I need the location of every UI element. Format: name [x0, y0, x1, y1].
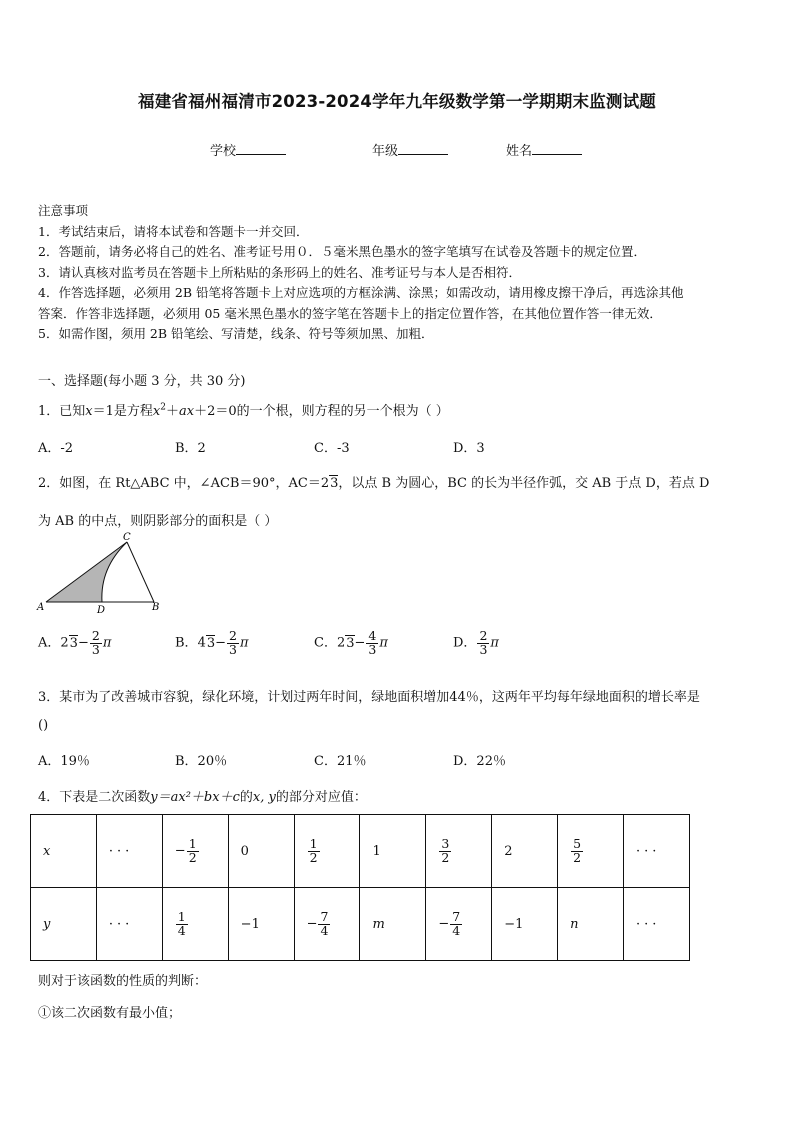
notice-item: 5．如需作图，须用 2B 铅笔绘、写清楚，线条、符号等须加黑、加粗． — [38, 326, 434, 341]
value-table — [30, 814, 690, 961]
q4-suffix: 的部分对应值： — [275, 790, 367, 805]
grade-label: 年级 — [372, 144, 399, 159]
name-field — [506, 140, 582, 159]
table-cell: ··· — [96, 888, 162, 961]
table-cell: ··· — [624, 888, 690, 961]
table-cell: 2 — [492, 815, 558, 888]
table-cell: $\frac{3}{2}$ — [426, 815, 492, 888]
q2-option-d[interactable]: D． $\frac{2}{3}$ π — [453, 628, 499, 657]
q3-line2: () — [38, 718, 49, 733]
page-title: 福建省福州福清市2023-2024学年九年级数学第一学期期末监测试题 — [138, 92, 656, 111]
section-heading: 一、选择题(每小题 3 分，共 30 分) — [38, 374, 246, 389]
q2-sqrt: 3 — [330, 476, 339, 491]
q2-option-b[interactable]: B．43− $\frac{2}{3}$ π — [175, 628, 249, 657]
notice-heading: 注意事项 — [38, 203, 89, 218]
q3-option-c[interactable]: C．21％ — [314, 754, 367, 769]
school-blank[interactable] — [236, 142, 286, 155]
table-cell: $\frac{5}{2}$ — [558, 815, 624, 888]
q4-after-1: 则对于该函数的性质的判断： — [38, 974, 208, 989]
table-cell: 1 — [360, 815, 426, 888]
q2-line2: 为 AB 的中点，则阴影部分的面积是（ ） — [38, 514, 278, 529]
q1-option-d[interactable]: D．3 — [453, 441, 485, 456]
grade-blank[interactable] — [398, 142, 448, 155]
q2-text-b: ，以点 B 为圆心，BC 的长为半径作弧，交 AB 于点 D，若点 D — [338, 476, 710, 491]
table-cell: −1 — [492, 888, 558, 961]
table-cell: − $\frac{7}{4}$ — [426, 888, 492, 961]
table-cell: ··· — [624, 815, 690, 888]
table-cell: ··· — [96, 815, 162, 888]
notice-block — [38, 201, 684, 345]
q1-suffix: 的一个根，则方程的另一个根为（ ） — [236, 404, 449, 419]
table-cell: $\frac{1}{2}$ — [294, 815, 360, 888]
notice-item: 3．请认真核对监考员在答题卡上所粘贴的条形码上的姓名、准考证号与本人是否相符． — [38, 264, 521, 280]
q1-root: x — [85, 404, 93, 419]
q3-option-d[interactable]: D．22％ — [453, 754, 506, 769]
q3-option-b[interactable]: B．20％ — [175, 754, 228, 769]
table-cell: $\frac{1}{4}$ — [162, 888, 228, 961]
table-cell: − $\frac{1}{2}$ — [162, 815, 228, 888]
name-blank[interactable] — [532, 142, 582, 155]
label-a: A — [37, 602, 45, 613]
q4-after-2: ①该二次函数有最小值； — [38, 1006, 182, 1021]
table-header-x: x — [31, 815, 97, 888]
q2-option-c[interactable]: C．23− $\frac{4}{3}$ π — [314, 628, 388, 657]
q4-function: y＝ax²＋bx＋c — [150, 790, 240, 805]
notice-item: 答案．作答非选择题，必须用 05 毫米黑色墨水的签字笔在答题卡上的指定位置作答，在其他位置作答一律无效． — [38, 305, 662, 321]
q2-figure — [34, 530, 174, 618]
student-info-fields — [210, 140, 286, 159]
table-cell: −1 — [228, 888, 294, 961]
table-row-y — [31, 888, 690, 961]
name-label: 姓名 — [506, 144, 533, 159]
side-cb — [127, 542, 154, 602]
school-label: 学校 — [210, 144, 237, 159]
notice-item: 1．考试结束后，请将本试卷和答题卡一并交回． — [38, 223, 309, 239]
q2-option-a[interactable]: A．23− $\frac{2}{3}$ π — [38, 628, 112, 657]
q4-prefix: 4．下表是二次函数 — [38, 790, 151, 805]
q1-mid: 是方程 — [113, 404, 153, 419]
q3-option-a[interactable]: A．19％ — [38, 754, 90, 769]
table-cell: m — [360, 888, 426, 961]
question-1: 1．已知x＝1是方程$x^2+ax+2=0$的一个根，则方程的另一个根为（ ） — [38, 402, 449, 419]
label-c: C — [123, 532, 131, 543]
table-header-y: y — [31, 888, 97, 961]
grade-field — [372, 140, 448, 159]
q2-text-a: 2．如图，在 Rt△ABC 中，∠ACB＝90°，AC＝2 — [38, 476, 330, 491]
q1-equation: x — [152, 404, 161, 419]
question-2 — [38, 472, 709, 491]
q1-option-c[interactable]: C．-3 — [314, 441, 350, 456]
table-row-x — [31, 815, 690, 888]
question-3: 3．某市为了改善城市容貌，绿化环境，计划过两年时间，绿地面积增加44％，这两年平均每年绿地面积的增长率是 — [38, 690, 700, 705]
label-b: B — [152, 602, 160, 613]
q1-option-b[interactable]: B．2 — [175, 441, 206, 456]
q4-vars: x, y — [252, 790, 276, 805]
table-cell: 0 — [228, 815, 294, 888]
q1-option-a[interactable]: A．-2 — [38, 441, 74, 456]
label-d: D — [97, 605, 106, 616]
notice-item: 2．答题前，请务必将自己的姓名、准考证号用０．５毫米黑色墨水的签字笔填写在试卷及答题卡的规定位置． — [38, 244, 646, 259]
table-cell: − $\frac{7}{4}$ — [294, 888, 360, 961]
notice-item: 4．作答选择题，必须用 2B 铅笔将答题卡上对应选项的方框涂满、涂黑；如需改动，请用橡皮擦干净后，再选涂其他 — [38, 285, 684, 300]
question-4 — [38, 786, 367, 805]
table-cell: n — [558, 888, 624, 961]
q1-prefix: 1．已知 — [38, 404, 86, 419]
q4-mid: 的 — [239, 790, 253, 805]
